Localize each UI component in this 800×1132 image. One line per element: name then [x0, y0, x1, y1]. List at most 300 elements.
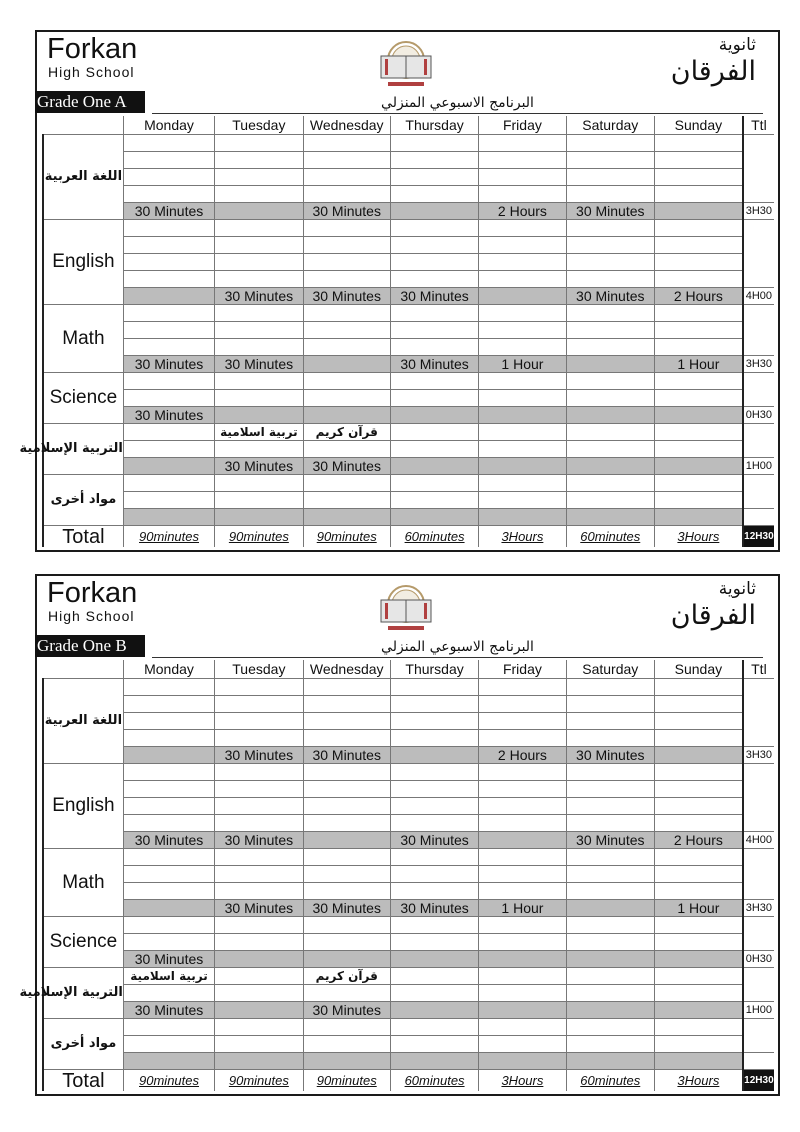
schedule-cell[interactable]: [566, 798, 654, 815]
schedule-cell[interactable]: [215, 1019, 303, 1036]
day-header-row: [43, 116, 774, 135]
minutes-cell: [123, 509, 214, 526]
schedule-cell[interactable]: [123, 1036, 214, 1053]
schedule-cell[interactable]: [390, 152, 478, 169]
schedule-cell[interactable]: [479, 424, 566, 441]
schedule-cell[interactable]: [566, 441, 654, 458]
schedule-cell[interactable]: [654, 424, 742, 441]
schedule-cell[interactable]: [123, 849, 214, 866]
schedule-cell[interactable]: [303, 713, 390, 730]
schedule-cell[interactable]: [654, 373, 742, 390]
schedule-cell[interactable]: [390, 679, 478, 696]
schedule-cell[interactable]: [479, 492, 566, 509]
ttl-spacer: [743, 1019, 774, 1053]
minutes-cell: [303, 832, 390, 849]
schedule-cell[interactable]: [215, 985, 303, 1002]
schedule-cell[interactable]: [303, 152, 390, 169]
schedule-cell[interactable]: [390, 764, 478, 781]
schedule-cell[interactable]: [303, 1019, 390, 1036]
schedule-cell[interactable]: [566, 475, 654, 492]
day-header: Wednesday: [303, 116, 390, 135]
schedule-cell[interactable]: [390, 1019, 478, 1036]
schedule-cell[interactable]: [566, 934, 654, 951]
schedule-cell[interactable]: [215, 152, 303, 169]
schedule-cell[interactable]: [654, 985, 742, 1002]
minutes-cell: 30 Minutes: [390, 832, 478, 849]
schedule-cell[interactable]: [390, 492, 478, 509]
schedule-cell[interactable]: [566, 373, 654, 390]
schedule-cell[interactable]: [303, 441, 390, 458]
minutes-row: [43, 951, 774, 968]
schedule-cell[interactable]: [215, 305, 303, 322]
schedule-cell[interactable]: [390, 322, 478, 339]
schedule-cell[interactable]: [390, 883, 478, 900]
schedule-cell[interactable]: [123, 917, 214, 934]
schedule-cell[interactable]: [123, 152, 214, 169]
subject-row: [43, 917, 774, 934]
schedule-cell[interactable]: [566, 390, 654, 407]
subject-total: 0H30: [743, 407, 774, 424]
schedule-cell[interactable]: [123, 730, 214, 747]
schedule-cell[interactable]: [479, 339, 566, 356]
schedule-cell[interactable]: [566, 713, 654, 730]
minutes-cell: [123, 900, 214, 917]
schedule-cell[interactable]: [215, 798, 303, 815]
schedule-cell[interactable]: [390, 305, 478, 322]
schedule-cell[interactable]: [654, 492, 742, 509]
schedule-cell[interactable]: [123, 815, 214, 832]
schedule-cell[interactable]: [390, 220, 478, 237]
schedule-cell[interactable]: [654, 849, 742, 866]
schedule-cell[interactable]: [123, 781, 214, 798]
schedule-cell[interactable]: [566, 849, 654, 866]
schedule-cell[interactable]: [654, 679, 742, 696]
schedule-cell[interactable]: [654, 475, 742, 492]
minutes-cell: 30 Minutes: [123, 951, 214, 968]
schedule-cell[interactable]: [566, 679, 654, 696]
schedule-cell[interactable]: [215, 934, 303, 951]
schedule-cell[interactable]: [390, 135, 478, 152]
schedule-cell[interactable]: [479, 764, 566, 781]
schedule-cell[interactable]: [479, 815, 566, 832]
schedule-cell[interactable]: [390, 475, 478, 492]
schedule-cell[interactable]: [123, 475, 214, 492]
schedule-cell[interactable]: [654, 1019, 742, 1036]
schedule-cell[interactable]: [479, 152, 566, 169]
schedule-cell[interactable]: [215, 696, 303, 713]
schedule-cell[interactable]: [390, 917, 478, 934]
schedule-cell[interactable]: [479, 475, 566, 492]
schedule-cell[interactable]: [479, 883, 566, 900]
schedule-cell[interactable]: [215, 254, 303, 271]
day-header: Thursday: [390, 116, 478, 135]
subject-row: [43, 815, 774, 832]
schedule-cell[interactable]: [566, 1019, 654, 1036]
schedule-cell[interactable]: [479, 305, 566, 322]
schedule-cell[interactable]: قرآن كريم: [303, 968, 390, 985]
schedule-cell[interactable]: [390, 424, 478, 441]
schedule-cell[interactable]: [303, 220, 390, 237]
schedule-cell[interactable]: [303, 917, 390, 934]
schedule-cell[interactable]: [215, 441, 303, 458]
minutes-cell: 2 Hours: [479, 747, 566, 764]
schedule-cell[interactable]: [566, 152, 654, 169]
schedule-cell[interactable]: [303, 679, 390, 696]
schedule-cell[interactable]: [390, 237, 478, 254]
minutes-cell: 2 Hours: [654, 832, 742, 849]
minutes-cell: [303, 509, 390, 526]
schedule-cell[interactable]: [654, 798, 742, 815]
schedule-cell[interactable]: [303, 798, 390, 815]
schedule-cell[interactable]: [566, 883, 654, 900]
schedule-cell[interactable]: [123, 798, 214, 815]
minutes-cell: [479, 509, 566, 526]
schedule-cell[interactable]: [654, 883, 742, 900]
subject-name: Math: [43, 849, 123, 917]
minutes-cell: [303, 1053, 390, 1070]
schedule-cell[interactable]: [479, 373, 566, 390]
schedule-cell[interactable]: [215, 339, 303, 356]
minutes-cell: [479, 407, 566, 424]
schedule-cell[interactable]: [566, 764, 654, 781]
minutes-cell: [215, 509, 303, 526]
schedule-cell[interactable]: [215, 169, 303, 186]
schedule-cell[interactable]: [123, 186, 214, 203]
schedule-cell[interactable]: [123, 883, 214, 900]
schedule-cell[interactable]: [215, 866, 303, 883]
schedule-cell[interactable]: [566, 492, 654, 509]
schedule-cell[interactable]: [479, 679, 566, 696]
subject-row: [43, 339, 774, 356]
schedule-cell[interactable]: [215, 764, 303, 781]
minutes-cell: [566, 356, 654, 373]
schedule-title: البرنامج الاسبوعي المنزلي: [152, 93, 763, 114]
schedule-cell[interactable]: قرآن كريم: [303, 424, 390, 441]
schedule-cell[interactable]: [479, 322, 566, 339]
schedule-cell[interactable]: [566, 968, 654, 985]
schedule-cell[interactable]: [303, 475, 390, 492]
minutes-cell: 1 Hour: [479, 356, 566, 373]
schedule-cell[interactable]: [479, 135, 566, 152]
schedule-cell[interactable]: [390, 271, 478, 288]
schedule-cell[interactable]: [479, 169, 566, 186]
schedule-cell[interactable]: [215, 917, 303, 934]
schedule-cell[interactable]: [390, 781, 478, 798]
header-corner: [43, 116, 123, 135]
schedule-cell[interactable]: [654, 322, 742, 339]
schedule-cell[interactable]: [390, 1036, 478, 1053]
subject-row: [43, 152, 774, 169]
schedule-cell[interactable]: [303, 237, 390, 254]
schedule-cell[interactable]: [654, 730, 742, 747]
schedule-cell[interactable]: [654, 237, 742, 254]
schedule-cell[interactable]: [654, 390, 742, 407]
schedule-cell[interactable]: [123, 254, 214, 271]
schedule-cell[interactable]: [479, 696, 566, 713]
schedule-cell[interactable]: [479, 220, 566, 237]
schedule-cell[interactable]: [479, 390, 566, 407]
schedule-cell[interactable]: [390, 730, 478, 747]
schedule-cell[interactable]: [479, 1019, 566, 1036]
schedule-cell[interactable]: [479, 254, 566, 271]
schedule-cell[interactable]: [215, 237, 303, 254]
schedule-cell[interactable]: [215, 815, 303, 832]
schedule-cell[interactable]: [303, 883, 390, 900]
schedule-cell[interactable]: [390, 934, 478, 951]
schedule-cell[interactable]: [479, 866, 566, 883]
schedule-cell[interactable]: [123, 169, 214, 186]
schedule-cell[interactable]: [654, 917, 742, 934]
schedule-cell[interactable]: [303, 254, 390, 271]
schedule-cell[interactable]: [390, 866, 478, 883]
schedule-cell[interactable]: [303, 866, 390, 883]
minutes-cell: [303, 407, 390, 424]
header-corner: [43, 660, 123, 679]
schedule-cell[interactable]: [566, 220, 654, 237]
schedule-cell[interactable]: [390, 390, 478, 407]
schedule-cell[interactable]: [123, 866, 214, 883]
ttl-spacer: [743, 305, 774, 356]
schedule-cell[interactable]: [566, 866, 654, 883]
schedule-cell[interactable]: [123, 492, 214, 509]
schedule-cell[interactable]: [303, 730, 390, 747]
schedule-cell[interactable]: [303, 781, 390, 798]
schedule-cell[interactable]: [303, 390, 390, 407]
schedule-cell[interactable]: [654, 934, 742, 951]
schedule-cell[interactable]: [123, 934, 214, 951]
minutes-row: [43, 900, 774, 917]
subject-total: 1H00: [743, 458, 774, 475]
schedule-cell[interactable]: [123, 713, 214, 730]
schedule-cell[interactable]: [390, 713, 478, 730]
schedule-cell[interactable]: [390, 339, 478, 356]
schedule-cell[interactable]: [123, 696, 214, 713]
schedule-cell[interactable]: [390, 373, 478, 390]
schedule-cell[interactable]: [123, 339, 214, 356]
grand-total: 12H30: [743, 1070, 774, 1092]
schedule-cell[interactable]: [654, 764, 742, 781]
schedule-cell[interactable]: [479, 441, 566, 458]
minutes-cell: 2 Hours: [654, 288, 742, 305]
subject-row: [43, 441, 774, 458]
minutes-cell: 30 Minutes: [303, 203, 390, 220]
schedule-cell[interactable]: [566, 424, 654, 441]
schedule-cell[interactable]: [654, 968, 742, 985]
schedule-cell[interactable]: [390, 849, 478, 866]
schedule-cell[interactable]: [123, 679, 214, 696]
schedule-cell[interactable]: [566, 696, 654, 713]
schedule-cell[interactable]: [215, 781, 303, 798]
schedule-cell[interactable]: [123, 764, 214, 781]
schedule-cell[interactable]: [479, 730, 566, 747]
schedule-cell[interactable]: [215, 1036, 303, 1053]
schedule-cell[interactable]: [390, 169, 478, 186]
schedule-cell[interactable]: [566, 305, 654, 322]
schedule-cell[interactable]: [566, 917, 654, 934]
schedule-cell[interactable]: [479, 237, 566, 254]
schedule-cell[interactable]: [303, 169, 390, 186]
schedule-cell[interactable]: [303, 1036, 390, 1053]
schedule-cell[interactable]: تربية اسلامية: [123, 968, 214, 985]
subject-row: [43, 764, 774, 781]
schedule-cell[interactable]: [303, 186, 390, 203]
schedule-cell[interactable]: [479, 781, 566, 798]
schedule-cell[interactable]: [654, 815, 742, 832]
schedule-cell[interactable]: [215, 271, 303, 288]
schedule-cell[interactable]: [303, 373, 390, 390]
schedule-cell[interactable]: [654, 1036, 742, 1053]
schedule-cell[interactable]: [479, 271, 566, 288]
schedule-cell[interactable]: [390, 441, 478, 458]
schedule-cell[interactable]: [215, 713, 303, 730]
schedule-cell[interactable]: [303, 135, 390, 152]
schedule-cell[interactable]: [215, 730, 303, 747]
schedule-cell[interactable]: [390, 186, 478, 203]
schedule-cell[interactable]: [390, 985, 478, 1002]
schedule-cell[interactable]: [479, 849, 566, 866]
minutes-cell: 30 Minutes: [215, 356, 303, 373]
schedule-cell[interactable]: [123, 1019, 214, 1036]
subject-row: [43, 883, 774, 900]
schedule-cell[interactable]: [303, 492, 390, 509]
schedule-cell[interactable]: [566, 271, 654, 288]
schedule-cell[interactable]: [303, 764, 390, 781]
schedule-cell[interactable]: [215, 883, 303, 900]
schedule-cell[interactable]: [654, 135, 742, 152]
schedule-cell[interactable]: [215, 968, 303, 985]
schedule-cell[interactable]: [123, 271, 214, 288]
schedule-cell[interactable]: [215, 390, 303, 407]
schedule-cell[interactable]: [654, 305, 742, 322]
schedule-cell[interactable]: [215, 135, 303, 152]
schedule-cell[interactable]: [654, 186, 742, 203]
schedule-cell[interactable]: [566, 781, 654, 798]
schedule-cell[interactable]: [479, 917, 566, 934]
schedule-cell[interactable]: [303, 271, 390, 288]
minutes-cell: [654, 1002, 742, 1019]
minutes-cell: 30 Minutes: [123, 356, 214, 373]
schedule-cell[interactable]: [566, 254, 654, 271]
schedule-cell[interactable]: [479, 186, 566, 203]
schedule-cell[interactable]: [566, 985, 654, 1002]
schedule-cell[interactable]: [654, 781, 742, 798]
schedule-cell[interactable]: [123, 220, 214, 237]
schedule-cell[interactable]: [654, 866, 742, 883]
schedule-cell[interactable]: [479, 985, 566, 1002]
schedule-cell[interactable]: [566, 1036, 654, 1053]
minutes-cell: 30 Minutes: [215, 458, 303, 475]
schedule-cell[interactable]: [123, 424, 214, 441]
schedule-cell[interactable]: [123, 985, 214, 1002]
schedule-cell[interactable]: [566, 169, 654, 186]
schedule-cell[interactable]: [390, 798, 478, 815]
day-header: Tuesday: [215, 660, 303, 679]
schedule-cell[interactable]: [303, 322, 390, 339]
subject-row: [43, 1019, 774, 1036]
schedule-cell[interactable]: [566, 186, 654, 203]
schedule-cell[interactable]: [479, 968, 566, 985]
school-name-english: [47, 578, 137, 624]
minutes-cell: [390, 458, 478, 475]
minutes-cell: [654, 458, 742, 475]
ttl-spacer: [743, 968, 774, 1002]
schedule-cell[interactable]: [654, 152, 742, 169]
minutes-cell: 30 Minutes: [390, 288, 478, 305]
schedule-cell[interactable]: [303, 985, 390, 1002]
minutes-cell: [654, 951, 742, 968]
schedule-cell[interactable]: [123, 373, 214, 390]
schedule-cell[interactable]: [303, 815, 390, 832]
schedule-cell[interactable]: [303, 339, 390, 356]
schedule-cell[interactable]: [215, 186, 303, 203]
schedule-cell[interactable]: [654, 339, 742, 356]
schedule-cell[interactable]: [566, 339, 654, 356]
schedule-cell[interactable]: [303, 305, 390, 322]
schedule-cell[interactable]: [123, 305, 214, 322]
day-header: Friday: [479, 116, 566, 135]
schedule-cell[interactable]: [303, 696, 390, 713]
schedule-cell[interactable]: [654, 169, 742, 186]
schedule-cell[interactable]: [390, 815, 478, 832]
schedule-cell[interactable]: [123, 237, 214, 254]
schedule-cell[interactable]: [566, 322, 654, 339]
schedule-cell[interactable]: [654, 254, 742, 271]
day-header: Monday: [123, 660, 214, 679]
schedule-cell[interactable]: [479, 1036, 566, 1053]
schedule-cell[interactable]: [123, 322, 214, 339]
schedule-cell[interactable]: [479, 934, 566, 951]
schedule-cell[interactable]: [123, 390, 214, 407]
schedule-cell[interactable]: [215, 322, 303, 339]
ttl-spacer: [743, 135, 774, 203]
minutes-cell: 30 Minutes: [215, 832, 303, 849]
subject-row: [43, 781, 774, 798]
schedule-cell[interactable]: [654, 696, 742, 713]
schedule-cell[interactable]: [566, 730, 654, 747]
schedule-cell[interactable]: [303, 934, 390, 951]
day-total: 90minutes: [303, 526, 390, 548]
minutes-cell: 2 Hours: [479, 203, 566, 220]
schedule-cell[interactable]: [215, 679, 303, 696]
schedule-cell[interactable]: [654, 441, 742, 458]
subject-total: 3H30: [743, 900, 774, 917]
schedule-cell[interactable]: [215, 220, 303, 237]
schedule-cell[interactable]: [390, 254, 478, 271]
schedule-cell[interactable]: [215, 475, 303, 492]
schedule-cell[interactable]: [479, 713, 566, 730]
schedule-cell[interactable]: [654, 713, 742, 730]
minutes-cell: [303, 951, 390, 968]
schedule-cell[interactable]: [303, 849, 390, 866]
schedule-cell[interactable]: [123, 135, 214, 152]
schedule-cell[interactable]: [566, 135, 654, 152]
schedule-cell[interactable]: [566, 815, 654, 832]
schedule-cell[interactable]: [479, 798, 566, 815]
subject-row: [43, 424, 774, 441]
schedule-cell[interactable]: [215, 492, 303, 509]
schedule-cell[interactable]: تربية اسلامية: [215, 424, 303, 441]
schedule-cell[interactable]: [654, 220, 742, 237]
schedule-cell[interactable]: [654, 271, 742, 288]
schedule-cell[interactable]: [390, 696, 478, 713]
school-name-english: [47, 34, 137, 80]
minutes-cell: [479, 1002, 566, 1019]
schedule-cell[interactable]: [215, 373, 303, 390]
schedule-cell[interactable]: [566, 237, 654, 254]
schedule-cell[interactable]: [390, 968, 478, 985]
schedule-cell[interactable]: [123, 441, 214, 458]
schedule-cell[interactable]: [215, 849, 303, 866]
